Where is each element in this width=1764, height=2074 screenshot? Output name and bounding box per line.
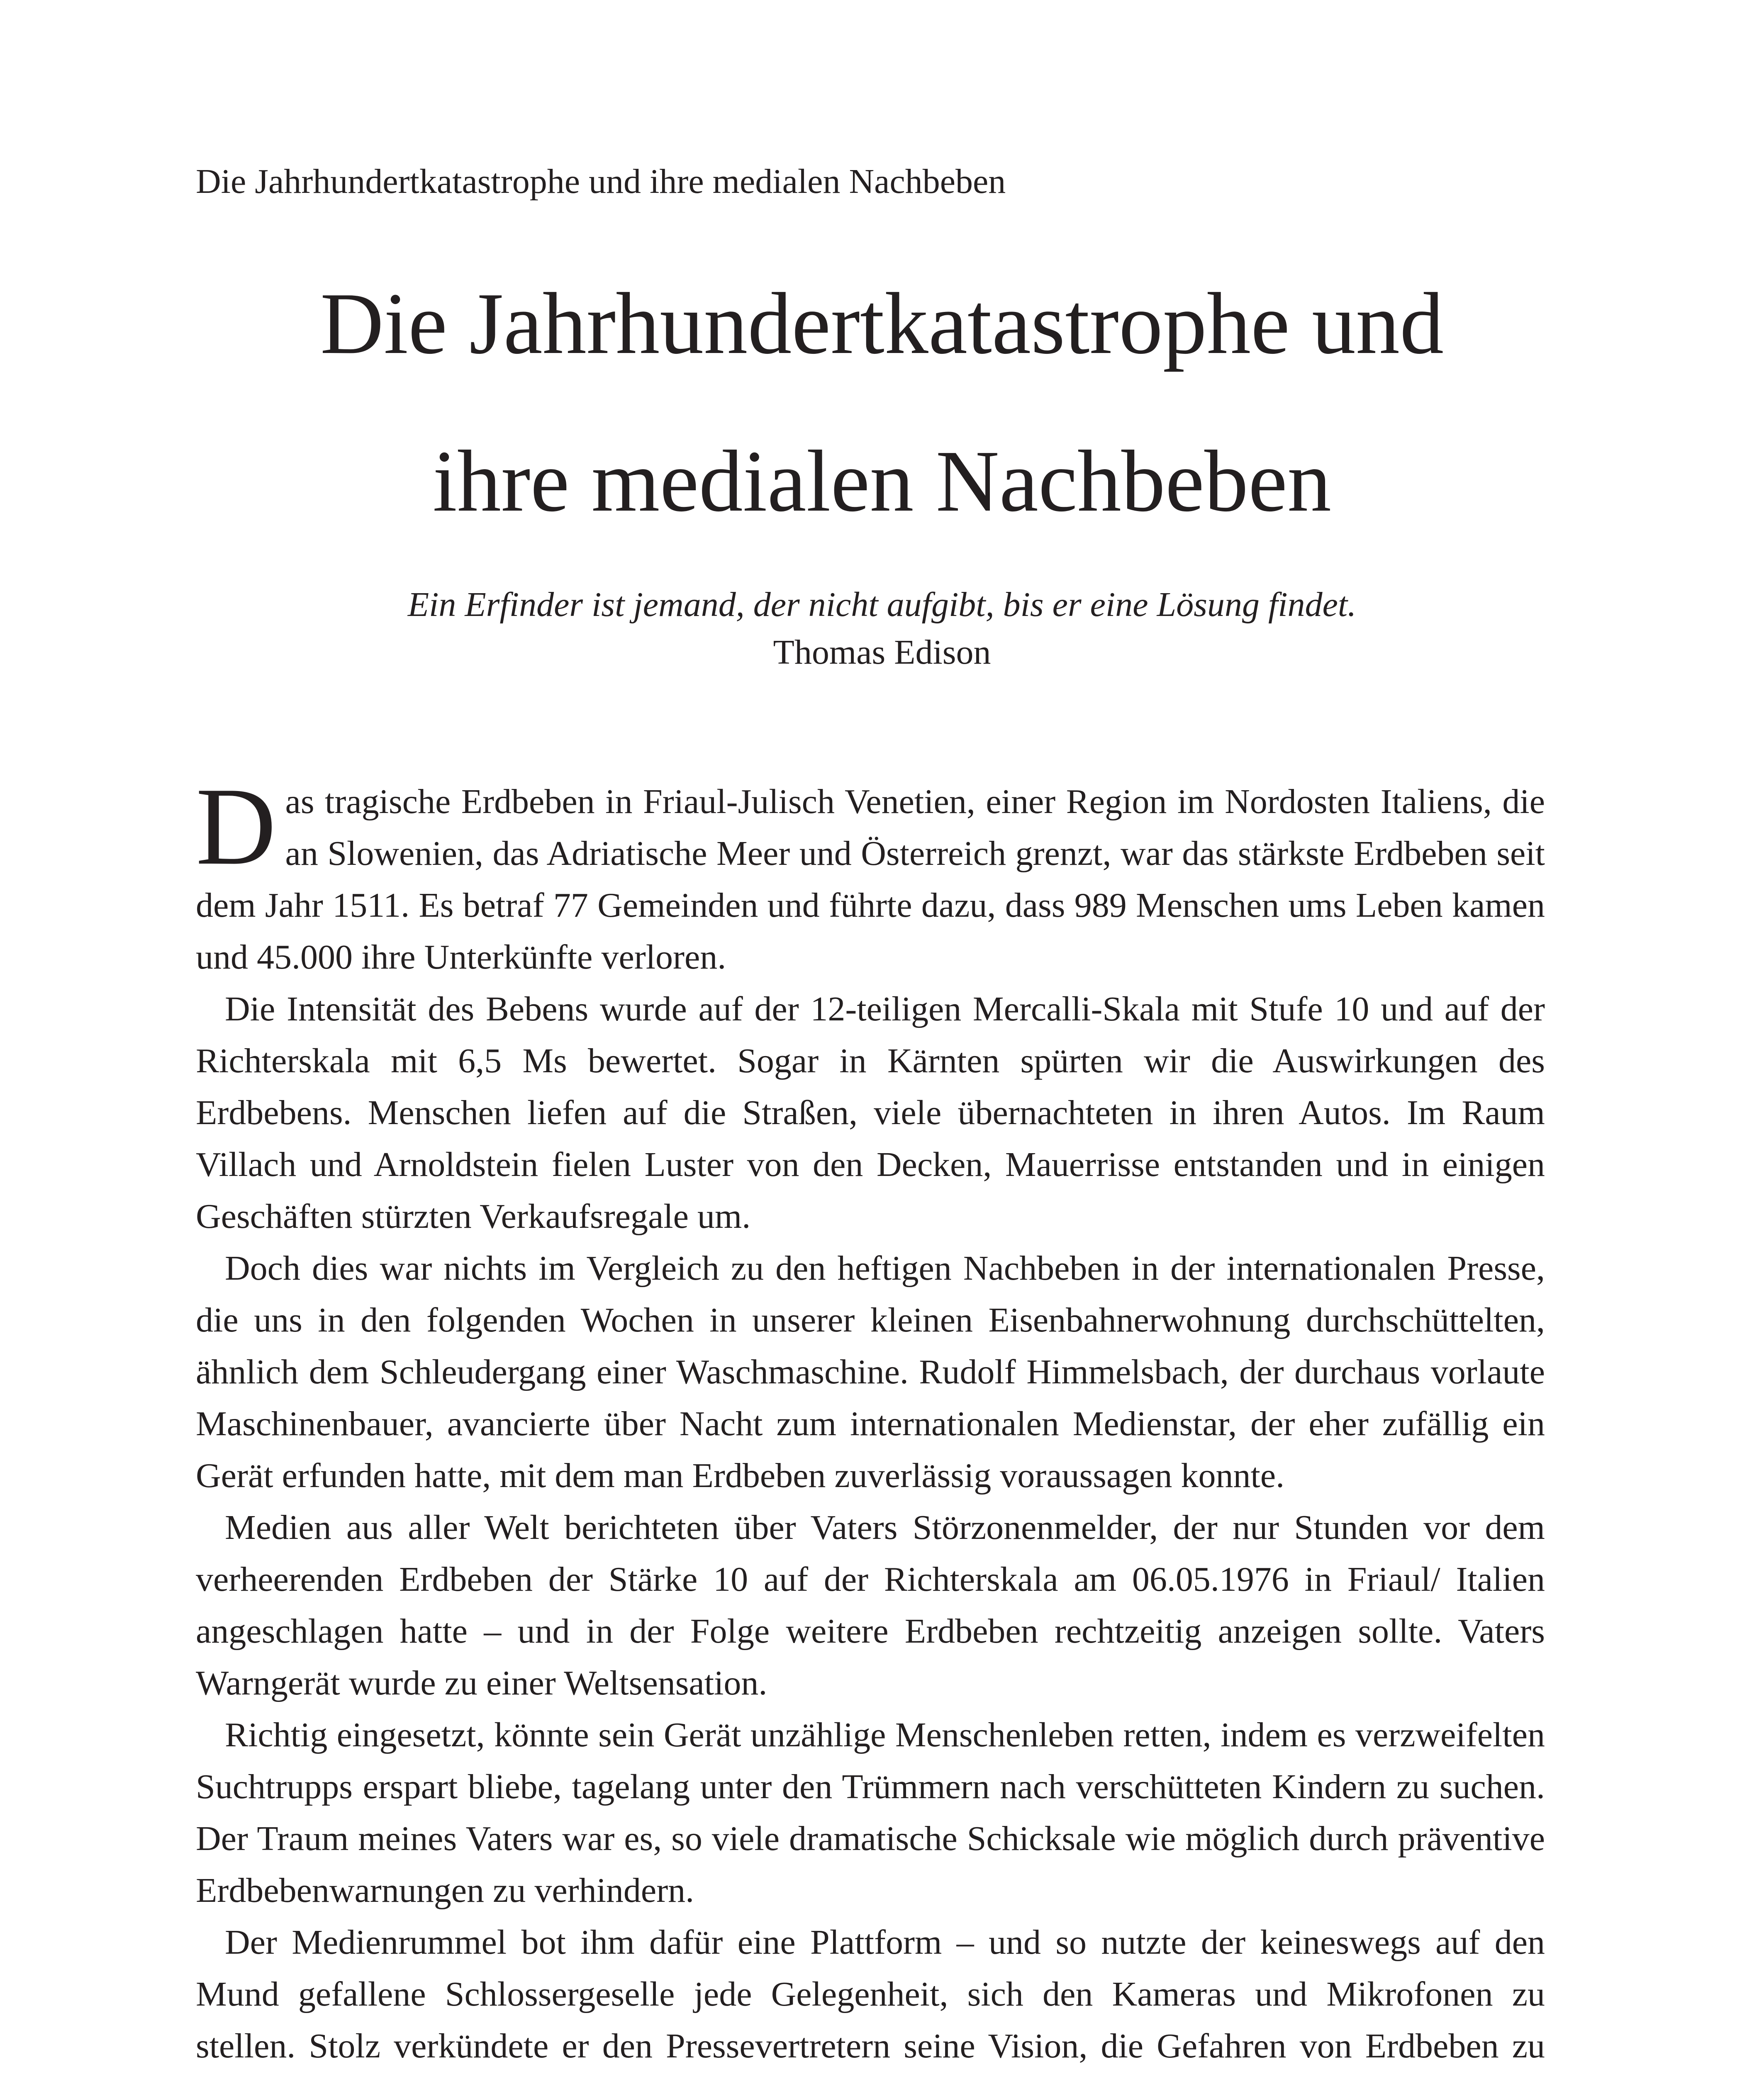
chapter-title-line-1: Die Jahrhundertkatastrophe und (320, 275, 1444, 372)
epigraph-quote: Ein Erfinder ist jemand, der nicht aufgibt, bis er eine Lösung findet. (407, 585, 1357, 624)
paragraph-1-text: as tragische Erdbeben in Friaul-Julisch Venetien, einer Region im Nordosten Italiens, die an Slowenien, das Adriatische Meer und Österreich grenzt, war das stärkste Erdbeben seit dem Jahr 1511. Es betraf 77 Gemeinden und führte dazu, dass 989 Menschen ums Leben kamen und 45.000 ihre Unterkünfte verloren. (196, 782, 1545, 976)
paragraph-2: Die Intensität des Bebens wurde auf der 12-teiligen Mercalli-Skala mit Stufe 10 und auf der Richterskala mit 6,5 Ms bewertet. Sogar in Kärnten spürten wir die Auswirkungen des Erdbebens. Menschen liefen auf die Straßen, viele übernachteten in ihren Autos. Im Raum Villach und Arnoldstein fielen Luster von den Decken, Mauerrisse entstanden und in einigen Geschäften stürzten Verkaufsregale um. (196, 990, 1545, 1236)
paragraph-5: Richtig eingesetzt, könnte sein Gerät unzählige Menschenleben retten, indem es verzweifelten Suchtrupps erspart bliebe, tagelang unter den Trümmern nach verschütteten Kindern zu suchen. Der Traum meines Vaters war es, so viele dramatische Schicksale wie möglich durch präventive Erdbebenwarnungen zu verhindern. (196, 1716, 1545, 1910)
paragraph-6: Der Medienrummel bot ihm dafür eine Plattform – und so nutzte der keineswegs auf den Mund gefallene Schlossergeselle jede Gelegenheit, sich den Kameras und Mikrofonen zu stellen. Stolz verkündete er den Pressevertretern seine Vision, die Gefahren von Erdbeben zu (196, 1923, 1545, 2065)
paragraph-1 (196, 764, 1545, 983)
paragraph-4: Medien aus aller Welt berichteten über Vaters Störzonenmelder, der nur Stunden vor dem verheerenden Erdbeben der Stärke 10 auf der Richterskala am 06.05.1976 in Friaul/ Italien angeschlagen hatte – und in der Folge weitere Erdbeben rechtzeitig anzeigen sollte. Vaters Warngerät wurde zu einer Weltsensation. (196, 1508, 1545, 1702)
drop-cap: D (196, 764, 276, 888)
running-header: Die Jahrhundertkatastrophe und ihre medialen Nachbeben (196, 162, 1006, 201)
body-text (196, 764, 1545, 2074)
paragraph-3: Doch dies war nichts im Vergleich zu den heftigen Nachbeben in der internationalen Presse, die uns in den folgenden Wochen in unserer kleinen Eisenbahnerwohnung durchschüttelten, ähnlich dem Schleudergang einer Waschmaschine. Rudolf Himmelsbach, der durchaus vorlaute Maschinenbauer, avancierte über Nacht zum internationalen Medienstar, der eher zufällig ein Gerät erfunden hatte, mit dem man Erdbeben zuverlässig voraussagen konnte. (196, 1249, 1545, 1495)
chapter-title (0, 245, 1764, 560)
epigraph (0, 581, 1764, 676)
chapter-title-line-2: ihre medialen Nachbeben (432, 432, 1332, 530)
epigraph-author: Thomas Edison (773, 633, 991, 672)
